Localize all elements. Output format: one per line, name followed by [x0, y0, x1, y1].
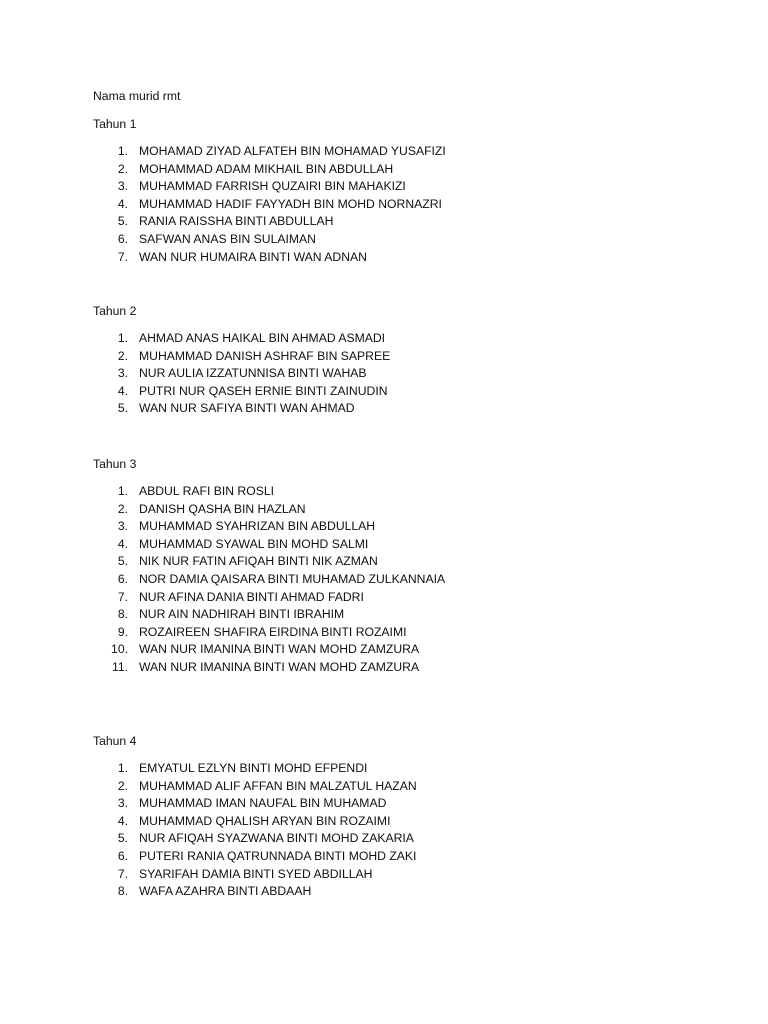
section-heading: Tahun 4: [93, 734, 137, 748]
section-heading: Tahun 1: [93, 117, 137, 131]
student-name: PUTERI RANIA QATRUNNADA BINTI MOHD ZAKI: [139, 848, 417, 863]
student-name: ABDUL RAFI BIN ROSLI: [139, 484, 274, 498]
list-item: [93, 161, 713, 179]
list-item-number: 6.: [117, 231, 128, 246]
student-name: ROZAIREEN SHAFIRA EIRDINA BINTI ROZAIMI: [139, 624, 407, 639]
student-name: EMYATUL EZLYN BINTI MOHD EFPENDI: [139, 761, 368, 775]
list-item-number: 10.: [111, 642, 128, 657]
section-tahun-4: [93, 733, 713, 901]
student-name: MOHAMAD ZIYAD ALFATEH BIN MOHAMAD YUSAFIZI: [139, 144, 446, 158]
list-item: [93, 760, 713, 778]
list-item: [93, 249, 713, 267]
student-name: MUHAMMAD QHALISH ARYAN BIN ROZAIMI: [139, 813, 391, 828]
list-item-number: 4.: [117, 813, 128, 828]
list-item: [93, 365, 713, 383]
student-list: [93, 760, 713, 901]
list-item: [93, 501, 713, 519]
list-item-number: 7.: [117, 589, 128, 604]
list-item: [93, 589, 713, 607]
list-item: [93, 231, 713, 249]
section-tahun-1: [93, 116, 713, 266]
student-list: [93, 483, 713, 677]
list-item: [93, 196, 713, 214]
section-heading: Tahun 3: [93, 457, 137, 471]
list-item: [93, 830, 713, 848]
list-item-number: 2.: [117, 348, 128, 363]
list-item: [93, 795, 713, 813]
list-item: [93, 571, 713, 589]
list-item-number: 3.: [117, 519, 128, 534]
student-name: NUR AIN NADHIRAH BINTI IBRAHIM: [139, 607, 345, 622]
list-item: [93, 518, 713, 536]
student-name: NIK NUR FATIN AFIQAH BINTI NIK AZMAN: [139, 554, 378, 569]
student-name: WAN NUR IMANINA BINTI WAN MOHD ZAMZURA: [139, 659, 420, 674]
student-name: MUHAMMAD ALIF AFFAN BIN MALZATUL HAZAN: [139, 778, 417, 793]
list-item: [93, 400, 713, 418]
list-item: [93, 813, 713, 831]
list-item: [93, 883, 713, 901]
list-item-number: 8.: [117, 607, 128, 622]
list-item: [93, 348, 713, 366]
list-item: [93, 553, 713, 571]
list-item-number: 5.: [117, 401, 128, 416]
list-item-number: 1.: [117, 484, 128, 498]
list-item-number: 4.: [117, 536, 128, 551]
section-heading: Tahun 2: [93, 304, 137, 318]
list-item-number: 3.: [117, 179, 128, 194]
student-name: MUHAMMAD DANISH ASHRAF BIN SAPREE: [139, 348, 391, 363]
student-list: [93, 143, 713, 266]
list-item-number: 2.: [117, 501, 128, 516]
student-name: PUTRI NUR QASEH ERNIE BINTI ZAINUDIN: [139, 383, 388, 398]
student-name: WAN NUR HUMAIRA BINTI WAN ADNAN: [139, 249, 367, 264]
student-list: [93, 330, 713, 418]
list-item-number: 5.: [117, 214, 128, 229]
list-item: [93, 848, 713, 866]
list-item: [93, 213, 713, 231]
student-name: NUR AFIQAH SYAZWANA BINTI MOHD ZAKARIA: [139, 831, 414, 846]
list-item-number: 3.: [117, 796, 128, 811]
list-item: [93, 330, 713, 348]
list-item-number: 9.: [117, 624, 128, 639]
list-item-number: 4.: [117, 383, 128, 398]
student-name: WAN NUR IMANINA BINTI WAN MOHD ZAMZURA: [139, 642, 420, 657]
list-item: [93, 606, 713, 624]
list-item: [93, 536, 713, 554]
student-name: MUHAMMAD FARRISH QUZAIRI BIN MAHAKIZI: [139, 179, 406, 194]
student-name: NOR DAMIA QAISARA BINTI MUHAMAD ZULKANNAIA: [139, 571, 446, 586]
student-name: DANISH QASHA BIN HAZLAN: [139, 501, 306, 516]
list-item-number: 2.: [117, 161, 128, 176]
section-tahun-2: [93, 303, 713, 418]
student-name: WAFA AZAHRA BINTI ABDAAH: [139, 884, 312, 899]
list-item: [93, 143, 713, 161]
list-item-number: 8.: [117, 884, 128, 899]
list-item-number: 3.: [117, 366, 128, 381]
document-title: Nama murid rmt: [93, 89, 181, 103]
list-item: [93, 383, 713, 401]
list-item: [93, 641, 713, 659]
list-item-number: 11.: [111, 659, 128, 674]
student-name: NUR AULIA IZZATUNNISA BINTI WAHAB: [139, 366, 367, 381]
list-item: [93, 483, 713, 501]
list-item-number: 1.: [117, 761, 128, 775]
list-item: [93, 778, 713, 796]
student-name: MUHAMMAD HADIF FAYYADH BIN MOHD NORNAZRI: [139, 196, 442, 211]
list-item-number: 4.: [117, 196, 128, 211]
list-item-number: 6.: [117, 848, 128, 863]
list-item: [93, 866, 713, 884]
list-item-number: 2.: [117, 778, 128, 793]
student-name: WAN NUR SAFIYA BINTI WAN AHMAD: [139, 401, 355, 416]
section-tahun-3: [93, 456, 713, 677]
student-name: SAFWAN ANAS BIN SULAIMAN: [139, 231, 316, 246]
list-item-number: 1.: [117, 144, 128, 158]
student-name: MUHAMMAD SYAHRIZAN BIN ABDULLAH: [139, 519, 376, 534]
list-item: [93, 659, 713, 677]
student-name: SYARIFAH DAMIA BINTI SYED ABDILLAH: [139, 866, 373, 881]
student-name: AHMAD ANAS HAIKAL BIN AHMAD ASMADI: [139, 331, 386, 345]
list-item-number: 5.: [117, 831, 128, 846]
list-item-number: 7.: [117, 249, 128, 264]
list-item: [93, 178, 713, 196]
student-name: MUHAMMAD IMAN NAUFAL BIN MUHAMAD: [139, 796, 387, 811]
list-item-number: 5.: [117, 554, 128, 569]
student-name: MUHAMMAD SYAWAL BIN MOHD SALMI: [139, 536, 369, 551]
student-name: MOHAMMAD ADAM MIKHAIL BIN ABDULLAH: [139, 161, 394, 176]
student-name: RANIA RAISSHA BINTI ABDULLAH: [139, 214, 334, 229]
list-item-number: 7.: [117, 866, 128, 881]
student-name: NUR AFINA DANIA BINTI AHMAD FADRI: [139, 589, 364, 604]
list-item-number: 6.: [117, 571, 128, 586]
list-item: [93, 624, 713, 642]
list-item-number: 1.: [117, 331, 128, 345]
